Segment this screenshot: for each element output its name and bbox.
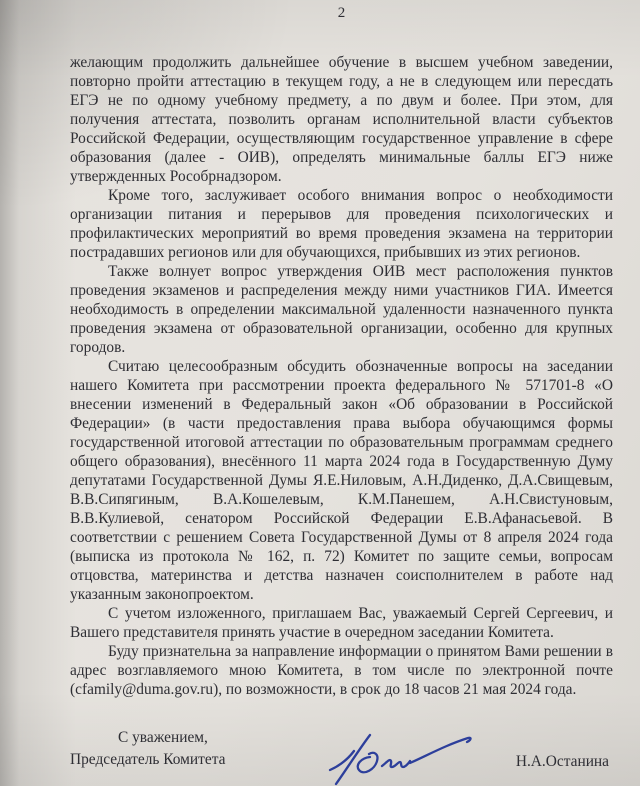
signature-block <box>70 728 613 786</box>
signer-title: Председатель Комитета <box>70 751 226 768</box>
page-number: 2 <box>337 5 346 21</box>
paragraph: Кроме того, заслуживает особого внимания вопрос о необходимости организации питания и перерывов для проведения психологических и профилактических мероприятий во время проведения экзамена на территории пострадавших регионов или для обучающихся, прибывших из этих регионов. <box>70 187 613 261</box>
paragraph: Буду признательна за направление информации о принятом Вами решении в адрес возглавляемого мною Комитета, в том числе по электронной почте (cfamily@duma.gov.ru), по возможности, в срок до 18 часов 21 мая 2024 года. <box>70 643 613 698</box>
paragraph: С учетом изложенного, приглашаем Вас, уважаемый Сергей Сергеевич, и Вашего представителя принять участие в очередном заседании Комитета. <box>70 605 613 641</box>
paragraph: Также волнует вопрос утверждения ОИВ мест расположения пунктов проведения экзаменов и распределения между ними участников ГИА. Имеется необходимость в определении максимальной удаленности назначенного пункта проведения экзамена от образовательной организации, особенно для крупных городов. <box>70 263 613 356</box>
paragraph: желающим продолжить дальнейшее обучение в высшем учебном заведении, повторно пройти аттестацию в текущем году, а не в следующем или пересдать ЕГЭ не по одному учебному предмету, а по двум и более. При этом, для получения аттестата, позволить органам исполнительной власти субъектов Российской Федерации, осуществляющим государственное управление в сфере образования (далее - ОИВ), определять минимальные баллы ЕГЭ ниже утвержденных Рособрнадзором. <box>70 54 613 185</box>
paragraph: Считаю целесообразным обсудить обозначенные вопросы на заседании нашего Комитета при рассмотрении проекта федерального № 571701-8 «О внесении изменений в Федеральный закон «Об образовании в Российской Федерации» (в части предоставления права выбора обучающимся формы государственной итоговой аттестации по образовательным программам среднего общего образования), внесённого 11 марта 2024 года в Государственную Думу депутатами Государственной Думы Я.Е.Ниловым, А.Н.Диденко, Д.А.Свищевым, В.В.Сипягиным, В.А.Кошелевым, К.М.Панешем, А.Н.Свистуновым, В.В.Кулиевой, сенатором Российской Федерации Е.В.Афанасьевой. В соответствии с решением Совета Государственной Думы от 8 апреля 2024 года (выписка из протокола № 162, п. 72) Комитет по защите семьи, вопросам отцовства, материнства и детства назначен соисполнителем в работе над указанным законопроектом. <box>70 358 613 603</box>
handwritten-signature-icon <box>326 728 476 786</box>
letter-body <box>70 53 613 699</box>
signer-name: Н.А.Останина <box>515 753 609 770</box>
closing-line: С уважением, <box>118 729 208 746</box>
